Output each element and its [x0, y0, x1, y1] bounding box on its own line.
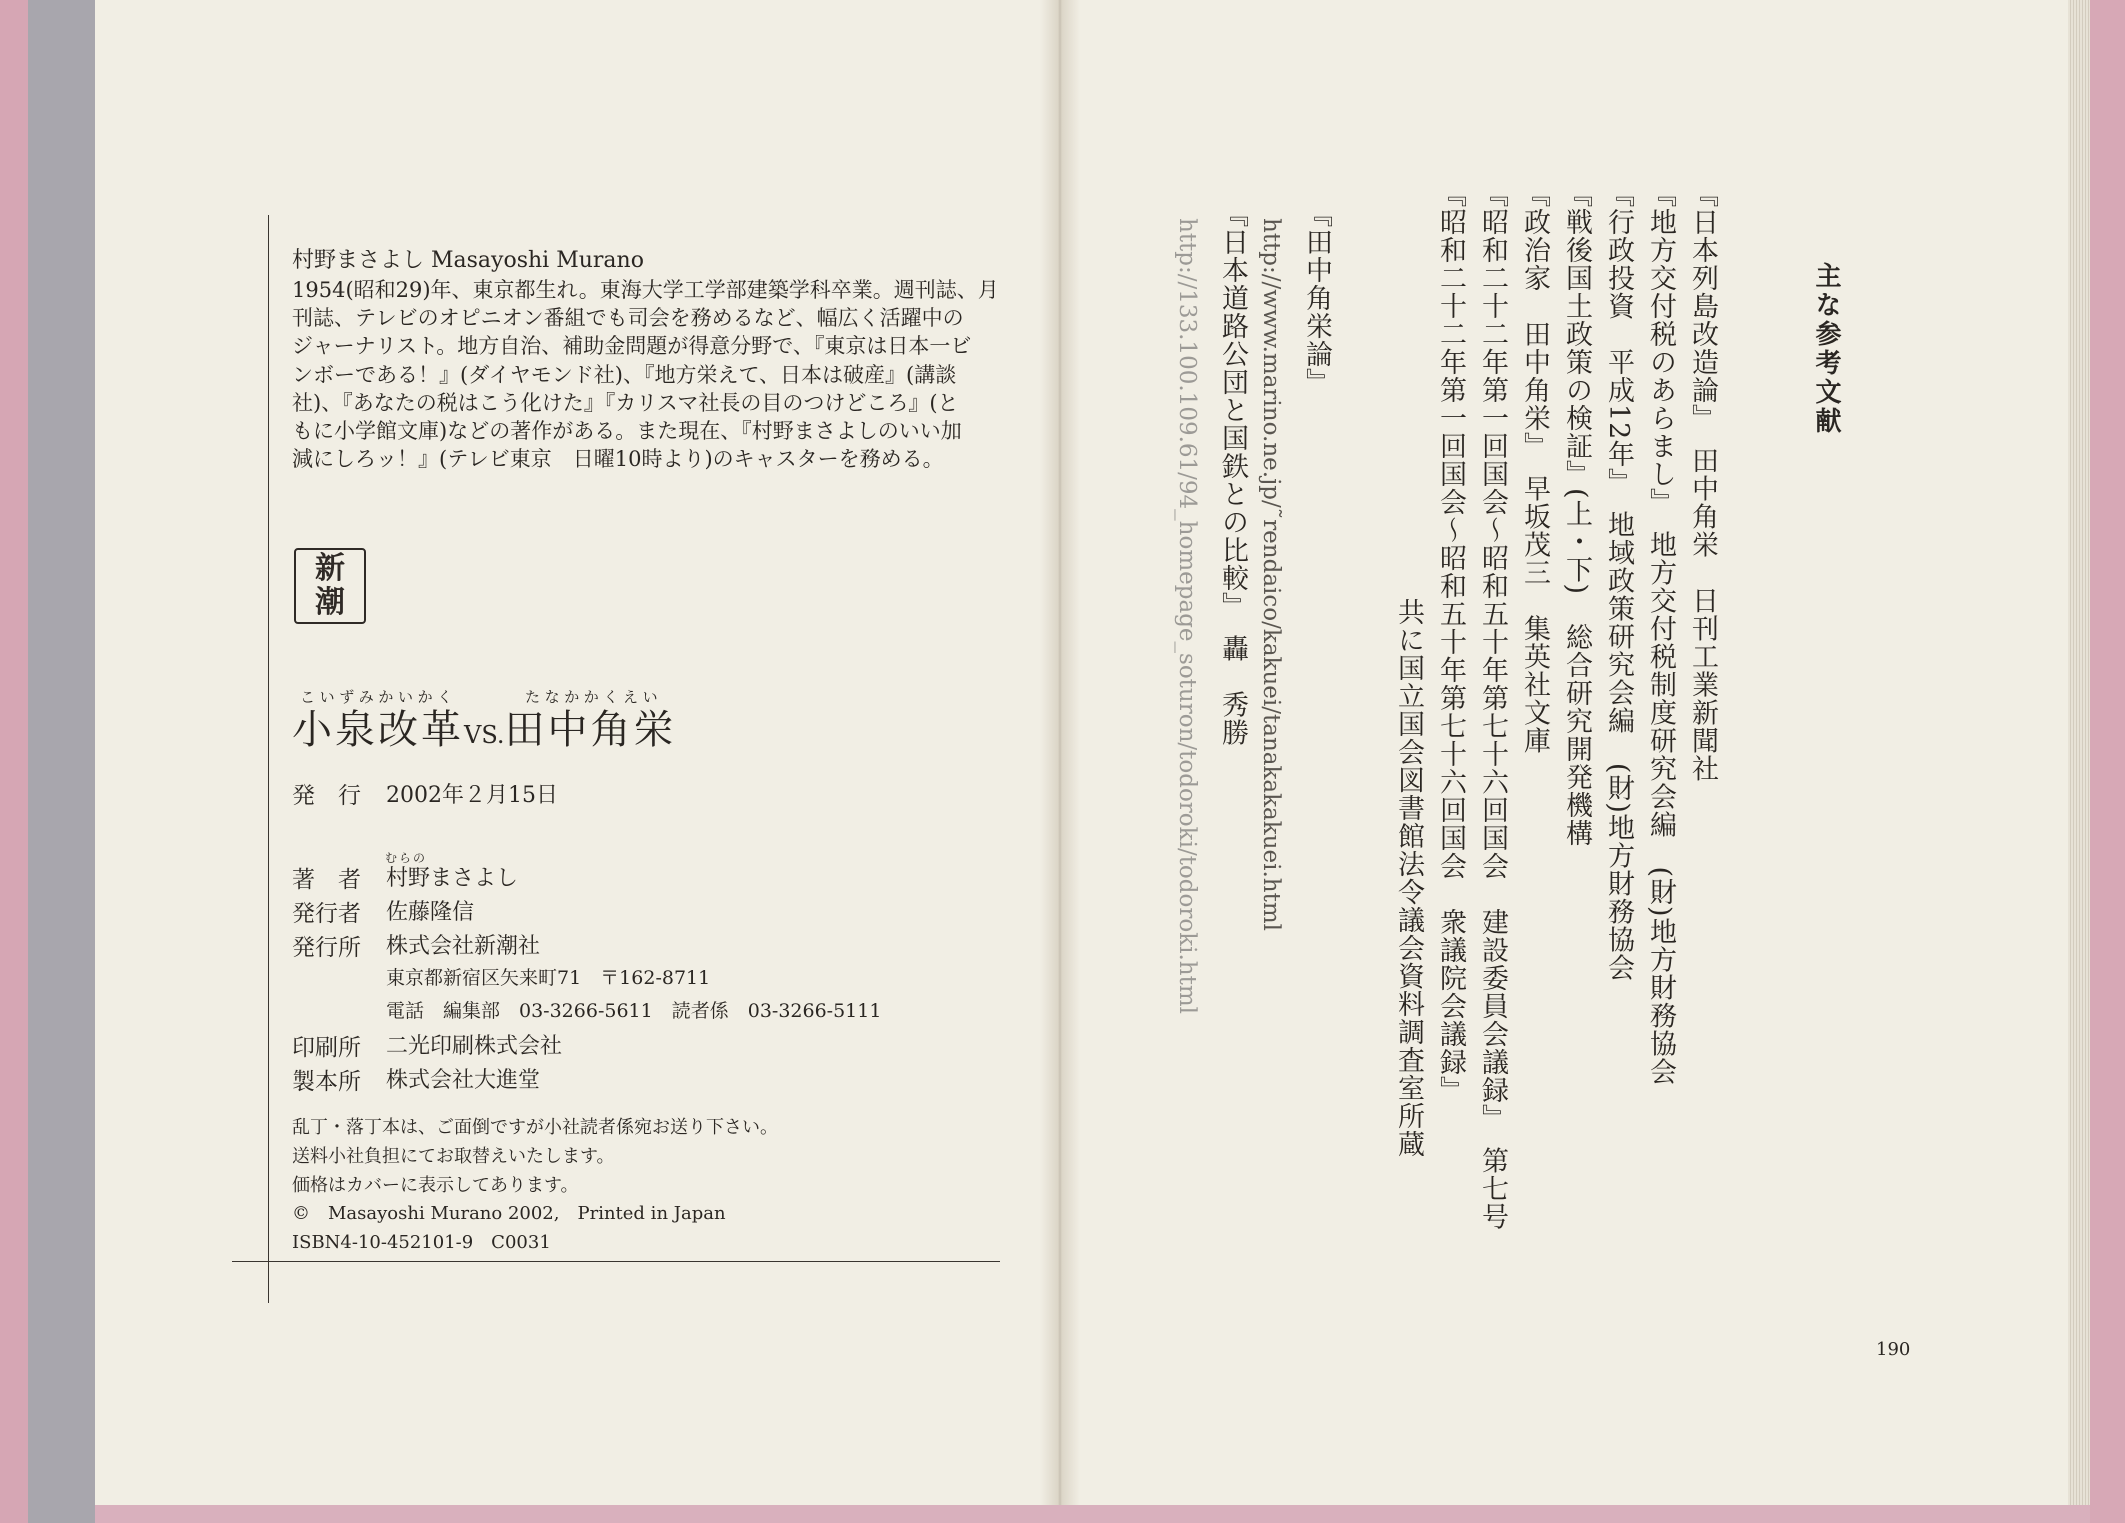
reference-entry: 『政治家 田中角栄』 早坂茂三 集英社文庫: [1519, 180, 1550, 755]
colophon-value: 株式会社新潮社: [386, 934, 541, 959]
reference-entry: 『日本列島改造論』 田中角栄 日刊工業新聞社: [1687, 180, 1718, 783]
references-heading: 主な参考文献: [1811, 262, 1841, 436]
title-ruby: たなかかくえい: [525, 688, 663, 706]
page-stack-left: [28, 0, 98, 1523]
reference-entry: 『昭和二十二年第一回国会～昭和五十年第七十六回国会 衆議院会議録』: [1435, 180, 1466, 1104]
colophon-label: 発行所: [292, 935, 361, 961]
author-name: 村野まさよし Masayoshi Murano: [292, 248, 644, 273]
colophon-value: 二光印刷株式会社: [386, 1034, 563, 1059]
bio-line: 1954(昭和29)年、東京都生れ。東海大学工学部建築学科卒業。週刊誌、月: [292, 278, 999, 302]
author-ruby: むらの: [385, 851, 428, 865]
bio-line: ジャーナリスト。地方自治、補助金問題が得意分野で、『東京は日本一ビ: [292, 334, 972, 359]
book-edge-right: [2090, 0, 2125, 1523]
title-part: 小泉改革: [292, 707, 464, 753]
author-bio: [292, 276, 999, 473]
book-title: [292, 698, 677, 755]
reference-url: http://133.100.109.61/94_homepage_soturon/todoroki/todoroki.html: [1174, 218, 1200, 1015]
colophon-note: 乱丁・落丁本は、ご面倒ですが小社読者係宛お送り下さい。: [292, 1117, 778, 1138]
title-part: 田中角栄: [504, 707, 677, 753]
bio-line: もに小学館文庫)などの著作がある。また現在、『村野まさよしのいい加: [292, 419, 962, 444]
publisher-address: 東京都新宿区矢来町71 〒162-8711: [386, 967, 711, 989]
title-vs: VS.: [464, 721, 505, 749]
colophon-label: 著 者: [292, 867, 361, 893]
reference-note: 共に国立国会図書館法令議会資料調査室所蔵: [1393, 598, 1424, 1158]
page-number: 190: [1876, 1339, 1911, 1360]
colophon-label: 印刷所: [292, 1035, 361, 1061]
book-edge-bottom: [95, 1505, 2090, 1523]
publish-date: 2002年２月15日: [386, 783, 558, 808]
book-edge-left: [0, 0, 28, 1523]
page-stack-right: [2068, 0, 2090, 1505]
reference-entry: 『地方交付税のあらまし』 地方交付税制度研究会編 (財)地方財務協会: [1645, 180, 1676, 1086]
reference-entry: 『昭和二十二年第一回国会～昭和五十年第七十六回国会 建設委員会議録』 第七号: [1477, 180, 1508, 1231]
publisher-phone: 電話 編集部 03-3266-5611 読者係 03-3266-5111: [386, 1000, 882, 1022]
colophon-label: 発行者: [292, 901, 361, 927]
colophon-value: 村野まさよし: [386, 866, 519, 891]
reference-entry: 『田中角栄論』: [1301, 200, 1332, 396]
isbn-line: ISBN4-10-452101-9 C0031: [292, 1232, 551, 1253]
title-ruby: こいずみかいかく: [300, 688, 457, 706]
colophon-vertical-rule: [268, 215, 269, 1303]
publish-label: 発 行: [292, 783, 361, 809]
colophon-value: 株式会社大進堂: [386, 1068, 541, 1093]
publisher-seal-logo: [294, 548, 366, 624]
seal-char: 潮: [315, 585, 345, 620]
reference-entry: 『日本道路公団と国鉄との比較』 轟 秀勝: [1217, 200, 1248, 747]
seal-char: 新: [315, 551, 345, 586]
bio-line: 刊誌、テレビのオピニオン番組でも司会を務めるなど、幅広く活躍中の: [292, 306, 964, 331]
colophon-note: 送料小社負担にてお取替えいたします。: [292, 1146, 615, 1167]
bio-line: 減にしろッ！』(テレビ東京 日曜10時より)のキャスターを務める。: [292, 447, 944, 472]
copyright-line: © Masayoshi Murano 2002, Printed in Japan: [292, 1203, 726, 1224]
book-gutter: [1040, 0, 1080, 1505]
reference-entry: 『戦後国土政策の検証』(上・下) 総合研究開発機構: [1561, 180, 1592, 848]
reference-url: http://www.marino.ne.jp/˜rendaico/kakuei/tanakakakuei.html: [1258, 218, 1284, 932]
bio-line: ンボーである！』(ダイヤモンド社)、『地方栄えて、日本は破産』(講談: [292, 362, 957, 387]
bio-line: 社)、『あなたの税はこう化けた』『カリスマ社長の目のつけどころ』(と: [292, 390, 959, 415]
colophon-note: 価格はカバーに表示してあります。: [292, 1175, 579, 1196]
colophon-horizontal-rule: [232, 1261, 1000, 1262]
reference-entry: 『行政投資 平成12年』 地域政策研究会編 (財)地方財務協会: [1603, 180, 1634, 982]
colophon-value: 佐藤隆信: [386, 900, 475, 925]
colophon-label: 製本所: [292, 1069, 361, 1095]
